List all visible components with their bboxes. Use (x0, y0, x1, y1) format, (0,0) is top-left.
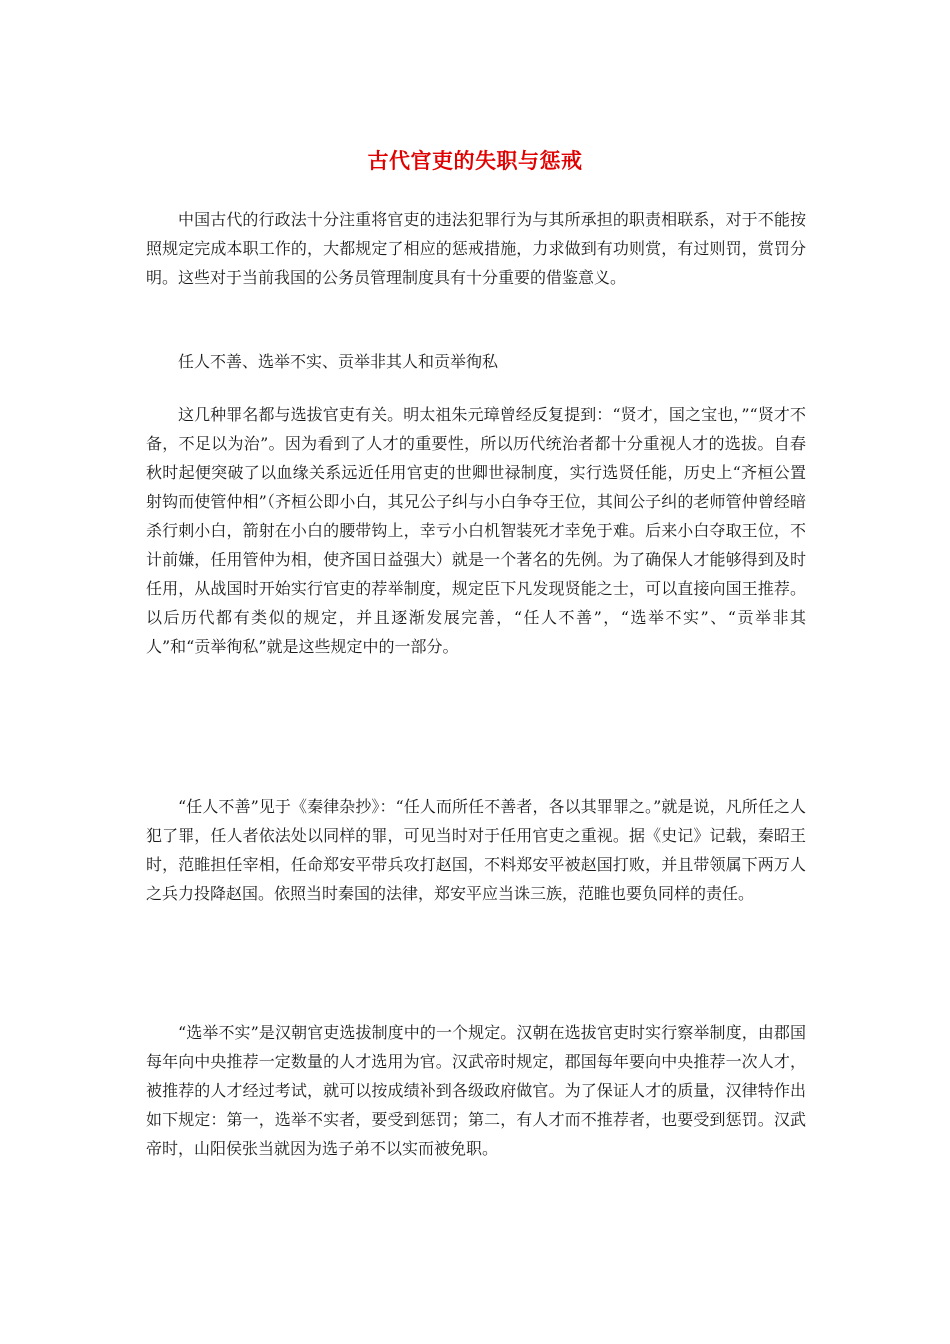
section-heading: 任人不善、选举不实、贡举非其人和贡举徇私 (178, 352, 499, 371)
body-paragraph-3: “选举不实”是汉朝官吏选拔制度中的一个规定。汉朝在选拔官吏时实行察举制度，由郡国每年向中央推荐一定数量的人才选用为官。汉武帝时规定，郡国每年要向中央推荐一次人才，被推荐的人才经过考试，就可以按成绩补到各级政府做官。为了保证人才的质量，汉律特作出如下规定：第一，选举不实者，要受到惩罚；第二，有人才而不推荐者，也要受到惩罚。汉武帝时，山阳侯张当就因为选子弟不以实而被免职。 (146, 1023, 806, 1158)
document-title: 古代官吏的失职与惩戒 (367, 148, 583, 173)
intro-paragraph: 中国古代的行政法十分注重将官吏的违法犯罪行为与其所承担的职责相联系，对于不能按照规定完成本职工作的，大都规定了相应的惩戒措施，力求做到有功则赏，有过则罚，赏罚分明。这些对于当前我国的公务员管理制度具有十分重要的借鉴意义。 (146, 210, 806, 287)
body-paragraph-1: 这几种罪名都与选拔官吏有关。明太祖朱元璋曾经反复提到：“贤才，国之宝也，”“贤才不备，不足以为治”。因为看到了人才的重要性，所以历代统治者都十分重视人才的选拔。自春秋时起便突破了以血缘关系远近任用官吏的世卿世禄制度，实行选贤任能，历史上“齐桓公置射钩而使管仲相”（齐桓公即小白，其兄公子纠与小白争夺王位，其间公子纠的老师管仲曾经暗杀行刺小白，箭射在小白的腰带钩上，幸亏小白机智装死才幸免于难。后来小白夺取王位，不计前嫌，任用管仲为相，使齐国日益强大）就是一个著名的先例。为了确保人才能够得到及时任用，从战国时开始实行官吏的荐举制度，规定臣下凡发现贤能之士，可以直接向国王推荐。以后历代都有类似的规定，并且逐渐发展完善，“任人不善”，“选举不实”、“贡举非其人”和“贡举徇私”就是这些规定中的一部分。 (146, 405, 806, 656)
body-paragraph-2: “任人不善”见于《秦律杂抄》：“任人而所任不善者，各以其罪罪之。”就是说，凡所任之人犯了罪，任人者依法处以同样的罪，可见当时对于任用官吏之重视。据《史记》记载，秦昭王时，范睢担任宰相，任命郑安平带兵攻打赵国，不料郑安平被赵国打败，并且带领属下两万人之兵力投降赵国。依照当时秦国的法律，郑安平应当诛三族，范睢也要负同样的责任。 (146, 797, 806, 903)
